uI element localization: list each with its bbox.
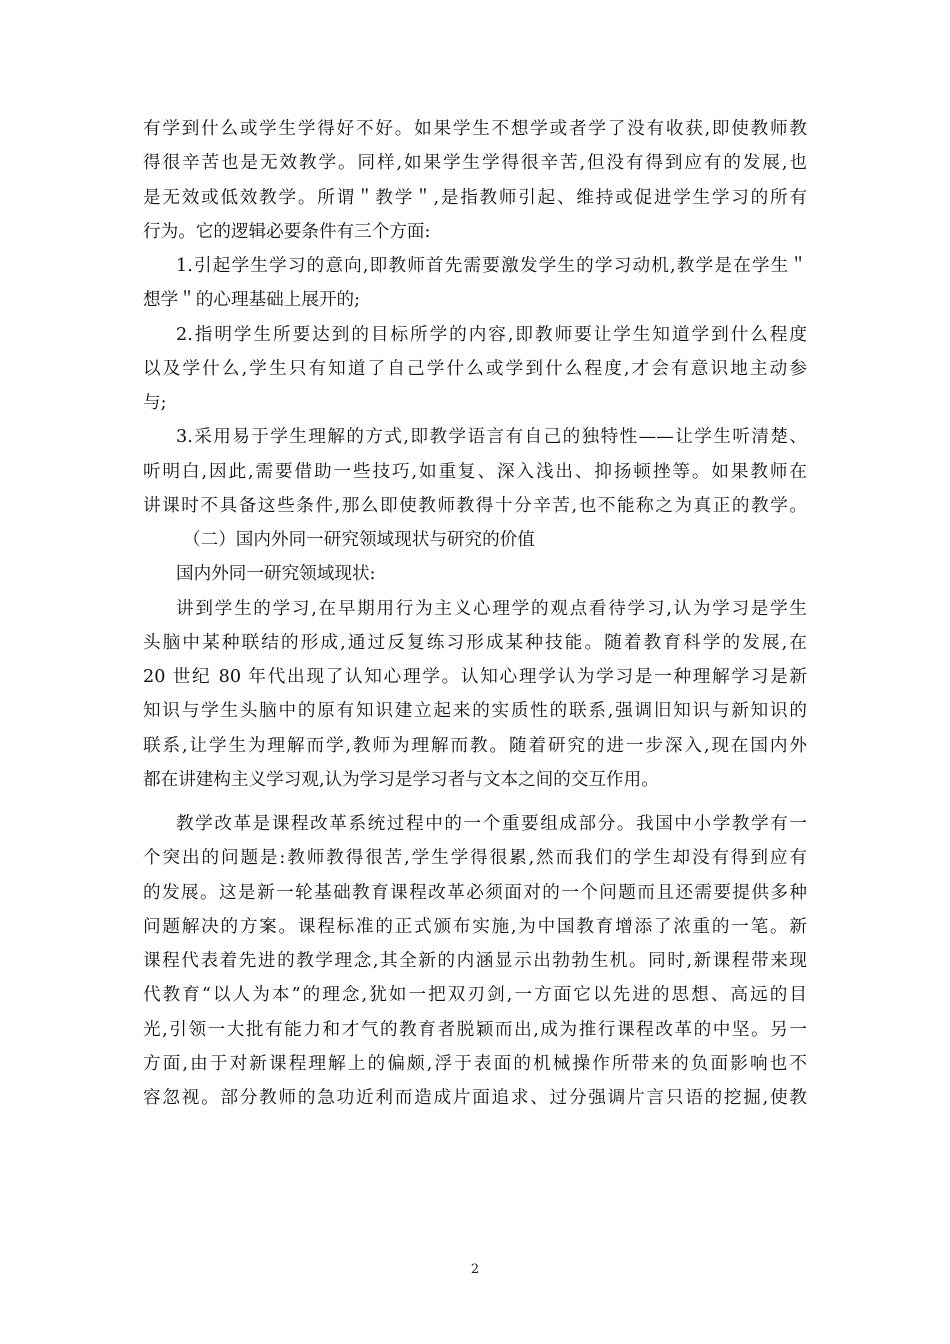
section-heading: （二）国内外同一研究领域现状与研究的价值 [183, 530, 535, 550]
text-line: 20 世纪 80 年代出现了认知心理学。认知心理学认为学习是一种理解学习是新 [143, 667, 807, 687]
list-item-2-line: 2.指明学生所要达到的目标所学的内容,即教师要让学生知道学到什么程度 [176, 324, 807, 345]
list-item-2-line: 以及学什么,学生只有知道了自己学什么或学到什么程度,才会有意识地主动参 [143, 358, 807, 379]
text-line: 行为。它的逻辑必要条件有三个方面: [143, 221, 431, 242]
body-text [143, 112, 807, 1115]
list-item-3-line: 3.采用易于学生理解的方式,即教学语言有自己的独特性——让学生听清楚、 [176, 427, 807, 448]
text-line: 方面,由于对新课程理解上的偏颇,浮于表面的机械操作所带来的负面影响也不 [143, 1053, 807, 1074]
text-line: 的发展。这是新一轮基础教育课程改革必须面对的一个问题而且还需要提供多种 [143, 882, 807, 903]
subsection-label: 国内外同一研究领域现状: [176, 564, 376, 585]
text-line: 知识与学生头脑中的原有知识建立起来的实质性的联系,强调旧知识与新知识的 [143, 701, 807, 722]
page-number: 2 [470, 1262, 480, 1277]
list-item-3-line: 听明白,因此,需要借助一些技巧,如重复、深入浅出、抑扬顿挫等。如果教师在 [143, 461, 807, 482]
list-item-3-line: 讲课时不具备这些条件,那么即使教师教得十分辛苦,也不能称之为真正的教学。 [143, 495, 807, 516]
list-item-1-line: 想学＂的心理基础上展开的; [143, 290, 361, 311]
text-line: 课程代表着先进的教学理念,其全新的内涵显示出勃勃生机。同时,新课程带来现 [143, 951, 807, 971]
list-item-2-line: 与; [143, 393, 167, 413]
text-line: 头脑中某种联结的形成,通过反复练习形成某种技能。随着教育科学的发展,在 [143, 632, 807, 653]
paragraph-gap [143, 797, 807, 807]
text-line: 都在讲建构主义学习观,认为学习是学习者与文本之间的交互作用。 [143, 769, 659, 790]
list-item-1-line: 1.引起学生学习的意向,即教师首先需要激发学生的学习动机,教学是在学生＂ [176, 256, 807, 276]
text-line: 联系,让学生为理解而学,教师为理解而教。随着研究的进一步深入,现在国内外 [143, 735, 807, 756]
text-line: 得很辛苦也是无效教学。同样,如果学生学得很辛苦,但没有得到应有的发展,也 [143, 153, 807, 174]
text-line: 问题解决的方案。课程标准的正式颁布实施,为中国教育增添了浓重的一笔。新 [143, 916, 807, 937]
text-line: 容忽视。部分教师的急功近利而造成片面追求、过分强调片言只语的挖掘,使教 [143, 1088, 807, 1108]
text-line: 有学到什么或学生学得好不好。如果学生不想学或者学了没有收获,即使教师教 [143, 119, 807, 139]
text-line: 个突出的问题是:教师教得很苦,学生学得很累,然而我们的学生却没有得到应有 [143, 848, 807, 869]
text-line: 讲到学生的学习,在早期用行为主义心理学的观点看待学习,认为学习是学生 [176, 598, 807, 619]
text-line: 光,引领一大批有能力和才气的教育者脱颖而出,成为推行课程改革的中坚。另一 [143, 1019, 807, 1040]
text-line: 代教育“以人为本”的理念,犹如一把双刃剑,一方面它以先进的思想、高远的目 [143, 985, 807, 1006]
text-line: 是无效或低效教学。所谓＂教学＂,是指教师引起、维持或促进学生学习的所有 [143, 187, 807, 208]
text-line: 教学改革是课程改革系统过程中的一个重要组成部分。我国中小学教学有一 [176, 814, 807, 834]
